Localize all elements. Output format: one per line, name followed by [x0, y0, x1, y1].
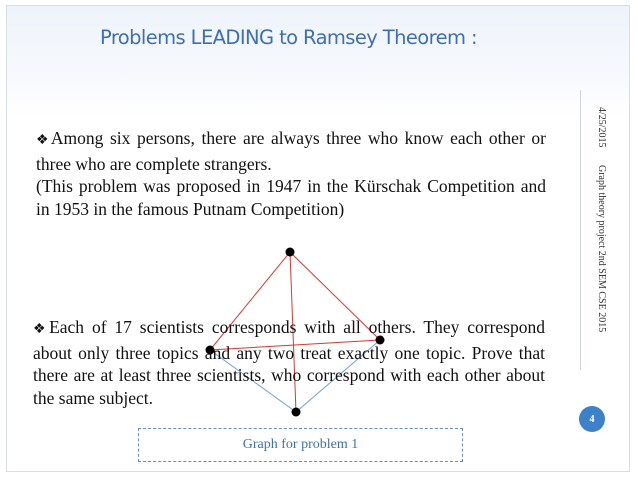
- problem-one-note: (This problem was proposed in 1947 in the Kürschak Competition and in 1953 in the famous Putnam Competition): [36, 176, 546, 219]
- problem-one-text: [36, 127, 546, 220]
- project-label: Graph theory project 2nd SEM CSE 2015: [596, 165, 607, 333]
- graph-caption: Graph for problem 1: [242, 437, 359, 452]
- diamond-bullet-icon: ❖: [33, 322, 50, 337]
- graph-vertex: [286, 248, 295, 257]
- slide-title: Problems LEADING to Ramsey Theorem :: [100, 26, 477, 49]
- problem-two-statement: Each of 17 scientists corresponds with all others. They correspond about only three topics and any two treat exactly one topic. Prove that there are at least three scientists, who correspond with each other about the same subject.: [33, 317, 545, 408]
- slide-number-badge: 4: [579, 406, 605, 432]
- slide-date: 4/25/2015: [596, 107, 607, 148]
- problem-one-statement: Among six persons, there are always three who know each other or three who are complete strangers.: [36, 128, 546, 174]
- graph-caption-box: [138, 428, 463, 462]
- problem-two-text: [33, 316, 545, 409]
- diamond-bullet-icon: ❖: [36, 133, 51, 148]
